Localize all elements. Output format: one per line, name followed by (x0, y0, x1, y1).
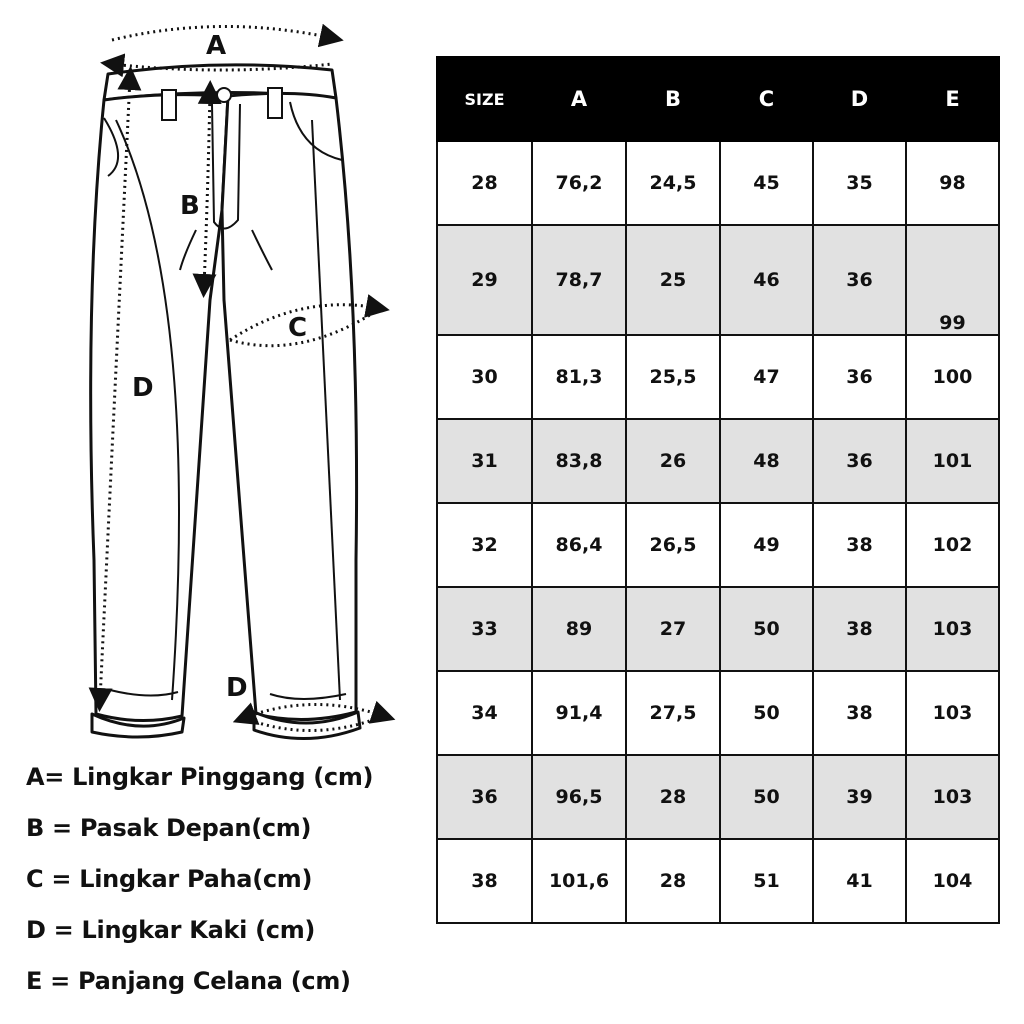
cell-b: 26 (626, 419, 720, 503)
table-row (437, 225, 999, 335)
cell-a: 83,8 (532, 419, 626, 503)
cell-e: 103 (906, 587, 999, 671)
cell-c: 48 (720, 419, 813, 503)
cell-size: 32 (437, 503, 532, 587)
cell-b: 26,5 (626, 503, 720, 587)
table-row (437, 503, 999, 587)
cell-e: 102 (906, 503, 999, 587)
cell-d: 36 (813, 335, 906, 419)
table-row (437, 335, 999, 419)
legend-item-a: A= Lingkar Pinggang (cm) (26, 763, 374, 791)
cell-e: 100 (906, 335, 999, 419)
header-e: E (906, 57, 999, 141)
cell-e: 99 (906, 225, 999, 335)
cell-c: 47 (720, 335, 813, 419)
header-c: C (720, 57, 813, 141)
cell-d: 36 (813, 225, 906, 335)
label-a: A (206, 31, 227, 61)
label-d-hem: D (226, 673, 248, 703)
cell-b: 28 (626, 755, 720, 839)
cell-c: 50 (720, 671, 813, 755)
cell-a: 91,4 (532, 671, 626, 755)
cell-size: 28 (437, 141, 532, 225)
table-header-row (437, 57, 999, 141)
cell-a: 81,3 (532, 335, 626, 419)
cell-size: 36 (437, 755, 532, 839)
cell-a: 89 (532, 587, 626, 671)
cell-c: 51 (720, 839, 813, 923)
header-d: D (813, 57, 906, 141)
cell-a: 96,5 (532, 755, 626, 839)
header-a: A (532, 57, 626, 141)
cell-e: 98 (906, 141, 999, 225)
legend-item-d: D = Lingkar Kaki (cm) (26, 916, 316, 944)
header-size: SIZE (437, 57, 532, 141)
cell-c: 45 (720, 141, 813, 225)
cell-e: 101 (906, 419, 999, 503)
cell-d: 39 (813, 755, 906, 839)
cell-d: 41 (813, 839, 906, 923)
cell-c: 49 (720, 503, 813, 587)
cell-c: 46 (720, 225, 813, 335)
cell-d: 36 (813, 419, 906, 503)
cell-e: 104 (906, 839, 999, 923)
cell-size: 31 (437, 419, 532, 503)
cell-a: 78,7 (532, 225, 626, 335)
cell-a: 76,2 (532, 141, 626, 225)
cell-b: 27,5 (626, 671, 720, 755)
size-chart-table (436, 56, 1000, 924)
cell-e: 103 (906, 755, 999, 839)
cell-c: 50 (720, 587, 813, 671)
label-b: B (180, 191, 200, 221)
cell-e: 103 (906, 671, 999, 755)
table-row (437, 755, 999, 839)
cell-d: 38 (813, 671, 906, 755)
cell-size: 29 (437, 225, 532, 335)
table-row (437, 671, 999, 755)
table-row (437, 141, 999, 225)
legend-item-e: E = Panjang Celana (cm) (26, 967, 351, 995)
measurement-legend (26, 752, 426, 1007)
label-d-side: D (132, 373, 154, 403)
cell-a: 86,4 (532, 503, 626, 587)
cell-a: 101,6 (532, 839, 626, 923)
table-row (437, 419, 999, 503)
cell-size: 38 (437, 839, 532, 923)
cell-d: 35 (813, 141, 906, 225)
label-c: C (288, 313, 308, 343)
cell-c: 50 (720, 755, 813, 839)
cell-size: 34 (437, 671, 532, 755)
cell-d: 38 (813, 587, 906, 671)
legend-item-c: C = Lingkar Paha(cm) (26, 865, 313, 893)
cell-d: 38 (813, 503, 906, 587)
legend-item-b: B = Pasak Depan(cm) (26, 814, 312, 842)
cell-b: 25 (626, 225, 720, 335)
table-row (437, 839, 999, 923)
pants-diagram (0, 0, 420, 760)
cell-b: 25,5 (626, 335, 720, 419)
header-b: B (626, 57, 720, 141)
cell-b: 24,5 (626, 141, 720, 225)
table-row (437, 587, 999, 671)
cell-b: 28 (626, 839, 720, 923)
cell-size: 33 (437, 587, 532, 671)
cell-b: 27 (626, 587, 720, 671)
cell-size: 30 (437, 335, 532, 419)
